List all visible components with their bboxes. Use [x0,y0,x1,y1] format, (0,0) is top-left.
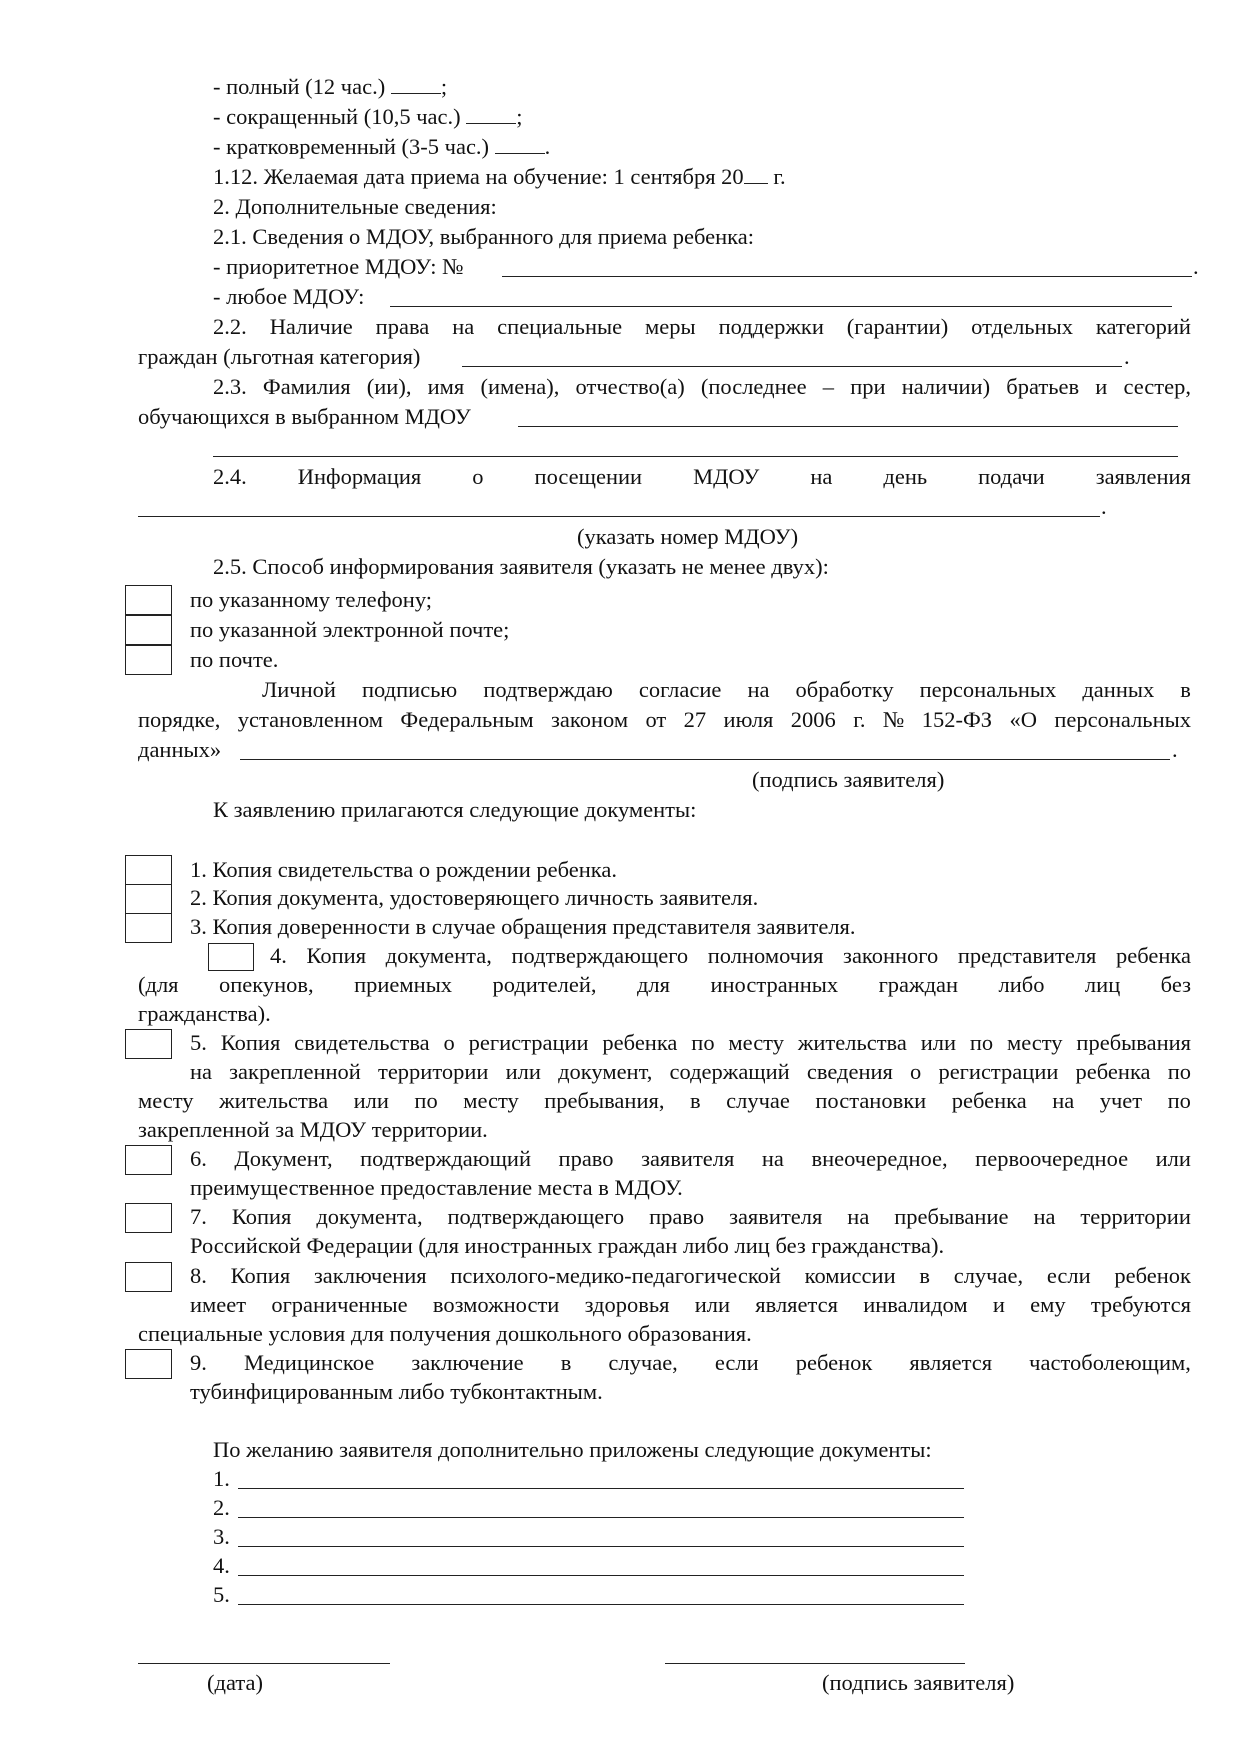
word: (ии), [366,374,412,399]
word: возможности [432,1292,560,1317]
word: подачи [978,464,1045,489]
word: поддержки [718,314,824,339]
doc5-line2 [190,1057,1191,1087]
word: случае, [608,1350,678,1375]
word: ребенка [951,1088,1027,1113]
word: 6. [190,1146,207,1171]
word: ребенка [1075,1059,1151,1084]
word: на [747,677,770,702]
word: закрепленной [229,1059,361,1084]
extra-doc-num-1: 1. [213,1466,230,1491]
siblings-field-1[interactable] [518,426,1178,427]
notify-post-checkbox[interactable] [125,645,172,675]
signature-caption: (подпись заявителя) [822,1670,1015,1695]
word: 7. [190,1204,207,1229]
word: подтверждаю [483,677,613,702]
word: пребывания, [544,1088,665,1113]
any-mdou-label: - любое МДОУ: [213,284,365,309]
doc5-line3 [138,1086,1191,1116]
mdou-number-hint: (указать номер МДОУ) [577,524,799,549]
admission-date: 1.12. Желаемая дата приема на обучение: 1 сентября 20 г. [213,164,786,189]
word: заявителя [641,1146,735,1171]
notify-phone-label: по указанному телефону; [190,587,433,612]
extra-doc-field-1[interactable] [238,1488,964,1489]
word: и [1095,374,1108,399]
word: или [353,1088,389,1113]
word: порядке, [138,707,221,732]
word: жительства [219,1088,329,1113]
word: день [883,464,928,489]
word: подтверждающий [360,1146,531,1171]
word: первоочередное [975,1146,1129,1171]
word: по [1167,1059,1191,1084]
word: территории [377,1059,489,1084]
word: МДОУ [693,464,760,489]
word: ограниченные [271,1292,408,1317]
schedule-full-blank[interactable] [391,92,441,94]
date-field[interactable] [138,1663,390,1664]
word: ребенок [795,1350,873,1375]
mdou-attendance-period: . [1101,494,1107,519]
date-caption: (дата) [207,1670,263,1695]
siblings-field-2[interactable] [213,456,1178,457]
word: на [190,1059,213,1084]
word: комиссии [804,1263,896,1288]
word: отдельных [971,314,1073,339]
word: месту [138,1088,194,1113]
doc1-checkbox[interactable] [125,855,172,885]
word: 152-ФЗ [921,707,993,732]
word: содержащий [669,1059,790,1084]
word: на [1033,1204,1056,1229]
extra-doc-num-4: 4. [213,1553,230,1578]
word: Медицинское [243,1350,375,1375]
word: 2.3. [213,374,247,399]
word: заключение [411,1350,524,1375]
word: 27 [683,707,707,732]
word: братьев [1006,374,1080,399]
extra-doc-field-2[interactable] [238,1517,964,1518]
schedule-reduced: - сокращенный (10,5 час.) ; [213,104,523,129]
word: данных [1082,677,1155,702]
word: категорий [1095,314,1191,339]
schedule-full: - полный (12 час.) ; [213,74,448,99]
word: если [1046,1263,1091,1288]
doc2-label: 2. Копия документа, удостоверяющего личность заявителя. [190,885,759,910]
doc5-line4: закрепленной за МДОУ территории. [138,1117,488,1142]
word: является [909,1350,993,1375]
word: при [850,374,886,399]
word: на [452,314,475,339]
word: от [645,707,667,732]
word: 2.2. [213,314,247,339]
doc3-checkbox[interactable] [125,913,172,943]
doc5-checkbox[interactable] [125,1029,172,1059]
word: граждан [878,972,959,997]
word: по [1167,1088,1191,1113]
word: родителей, [492,972,597,997]
doc7-checkbox[interactable] [125,1203,172,1233]
word: (имена), [480,374,560,399]
extra-doc-num-2: 2. [213,1495,230,1520]
word: – [822,374,835,399]
consent-line2 [138,705,1191,735]
word: ему [1030,1292,1066,1317]
doc6-line1 [190,1144,1191,1174]
word: случае, [953,1263,1024,1288]
word: лиц [1084,972,1121,997]
word: документ, [558,1059,653,1084]
word: установленном [237,707,384,732]
word: обработку [795,677,894,702]
word: заявителя [729,1204,823,1229]
word: или [1155,1146,1191,1171]
section-2-2-line2: граждан (льготная категория) [138,344,421,369]
section-2-5-title: 2.5. Способ информирования заявителя (указать не менее двух): [213,554,829,579]
word: постановки [815,1088,927,1113]
doc4-line3: гражданства). [138,1001,271,1026]
word: если [714,1350,759,1375]
section-2-title: 2. Дополнительные сведения: [213,194,497,219]
word: персональных [1054,707,1191,732]
word: меры [645,314,696,339]
word: по [414,1088,438,1113]
word: персональных [919,677,1057,702]
word: Копия [231,1204,292,1229]
section-2-3-line1 [213,372,1191,402]
notify-email-checkbox[interactable] [125,615,172,645]
word: на [1052,1088,1075,1113]
word: согласие [638,677,722,702]
word: месту [463,1088,519,1113]
word: 2006 [790,707,836,732]
consent-signature-field[interactable] [240,759,1170,760]
word: о [910,1059,922,1084]
word: (гарантии) [846,314,949,339]
consent-sign-hint: (подпись заявителя) [752,767,945,792]
doc8-checkbox[interactable] [125,1262,172,1292]
word: г. [853,707,866,732]
word: (для [138,972,179,997]
word: 2.4. [213,464,247,489]
schedule-short-blank[interactable] [495,152,545,154]
word: опекунов, [218,972,314,997]
doc7-line2: Российской Федерации (для иностранных граждан либо лиц без гражданства). [190,1233,945,1258]
doc6-line2: преимущественное предоставление места в МДОУ. [190,1175,683,1200]
word: заключения [313,1263,427,1288]
doc4-checkbox[interactable] [208,943,254,971]
doc3-label: 3. Копия доверенности в случае обращения представителя заявителя. [190,914,856,939]
doc8-line3: специальные условия для получения дошкольного образования. [138,1321,752,1346]
any-mdou-field[interactable] [390,306,1172,307]
word: сведения [806,1059,893,1084]
section-2-4-line1 [213,462,1191,492]
word: инвалидом [863,1292,968,1317]
word: пребывание [894,1204,1009,1229]
word: (последнее [700,374,807,399]
word: учет [1099,1088,1143,1113]
word: на [761,1146,784,1171]
word: ребенок [1114,1263,1191,1288]
word: приемных [354,972,453,997]
word: Личной [262,677,336,702]
section-2-3-line2: обучающихся в выбранном МДОУ [138,404,471,429]
word: Наличие [269,314,353,339]
word: имеет [190,1292,247,1317]
word: документа, [316,1204,423,1229]
word: право [558,1146,614,1171]
benefit-category-period: . [1124,344,1130,369]
word: в [1180,677,1191,702]
word: 9. [190,1350,207,1375]
doc9-line2: тубинфицированным либо тубконтактным. [190,1379,603,1404]
word: и [992,1292,1005,1317]
word: или [505,1059,541,1084]
word: права [375,314,430,339]
extra-doc-field-5[interactable] [238,1604,964,1605]
signature-field[interactable] [665,1663,965,1664]
doc5-line1: 5. Копия свидетельства о регистрации ребенка по месту жительства или по месту пребывания [190,1030,1191,1055]
word: здоровья [584,1292,670,1317]
doc8-line2 [190,1290,1191,1320]
extra-doc-num-5: 5. [213,1582,230,1607]
section-2-2-line1 [213,312,1191,342]
notify-phone-checkbox[interactable] [125,585,172,615]
word: иностранных [710,972,839,997]
word: Фамилия [262,374,351,399]
word: является [755,1292,838,1317]
word: территории [1080,1204,1191,1229]
notify-email-label: по указанной электронной почте; [190,617,510,642]
attachments-title: К заявлению прилагаются следующие документы: [213,797,697,822]
word: сестер, [1123,374,1191,399]
word: подтверждающего [447,1204,625,1229]
schedule-reduced-blank[interactable] [466,122,516,124]
mdou-attendance-field[interactable] [138,516,1100,517]
word: «О [1009,707,1037,732]
word: имя [427,374,465,399]
word: наличии) [901,374,991,399]
word: или [694,1292,731,1317]
word: июля [723,707,774,732]
word: случае [726,1088,790,1113]
word: в [689,1088,701,1113]
word: для [636,972,671,997]
extra-docs-title: По желанию заявителя дополнительно приложены следующие документы: [213,1437,932,1462]
word: Информация [297,464,422,489]
word: 8. [190,1263,207,1288]
doc9-checkbox[interactable] [125,1349,172,1379]
benefit-category-field[interactable] [462,366,1122,367]
word: в [560,1350,572,1375]
consent-line3: данных» [138,737,222,762]
priority-mdou-field[interactable] [502,276,1192,277]
doc4-line1: 4. Копия документа, подтверждающего полномочия законного представителя ребенка [270,943,1191,968]
word: внеочередное, [811,1146,948,1171]
priority-mdou-period: . [1193,254,1199,279]
word: заявления [1095,464,1191,489]
schedule-short: - кратковременный (3-5 час.) . [213,134,551,159]
section-2-1-title: 2.1. Сведения о МДОУ, выбранного для приема ребенка: [213,224,754,249]
notify-post-label: по почте. [190,647,279,672]
word: без [1160,972,1191,997]
doc8-line1 [190,1261,1191,1291]
doc9-line1 [190,1348,1191,1378]
extra-doc-num-3: 3. [213,1524,230,1549]
word: регистрации [938,1059,1059,1084]
word: либо [998,972,1045,997]
doc1-label: 1. Копия свидетельства о рождении ребенка. [190,857,618,882]
doc4-line2 [138,970,1191,1000]
doc7-line1 [190,1202,1191,1232]
consent-period: . [1172,737,1178,762]
doc2-checkbox[interactable] [125,884,172,914]
word: Копия [230,1263,291,1288]
extra-doc-field-3[interactable] [238,1546,964,1547]
word: в [919,1263,930,1288]
word: психолого-медико-педагогической [450,1263,781,1288]
word: на [847,1204,870,1229]
word: законом [551,707,629,732]
word: отчество(а) [575,374,685,399]
word: о [472,464,484,489]
word: на [810,464,833,489]
admission-year-blank[interactable] [744,182,768,184]
word: Федеральным [400,707,534,732]
word: посещении [534,464,643,489]
consent-line1 [262,675,1191,705]
word: специальные [497,314,623,339]
extra-doc-field-4[interactable] [238,1575,964,1576]
word: подписью [362,677,458,702]
word: частоболеющим, [1029,1350,1191,1375]
word: Документ, [234,1146,333,1171]
word: требуются [1090,1292,1191,1317]
word: право [649,1204,705,1229]
word: № [882,707,905,732]
priority-mdou-label: - приоритетное МДОУ: № [213,254,464,279]
doc6-checkbox[interactable] [125,1145,172,1175]
